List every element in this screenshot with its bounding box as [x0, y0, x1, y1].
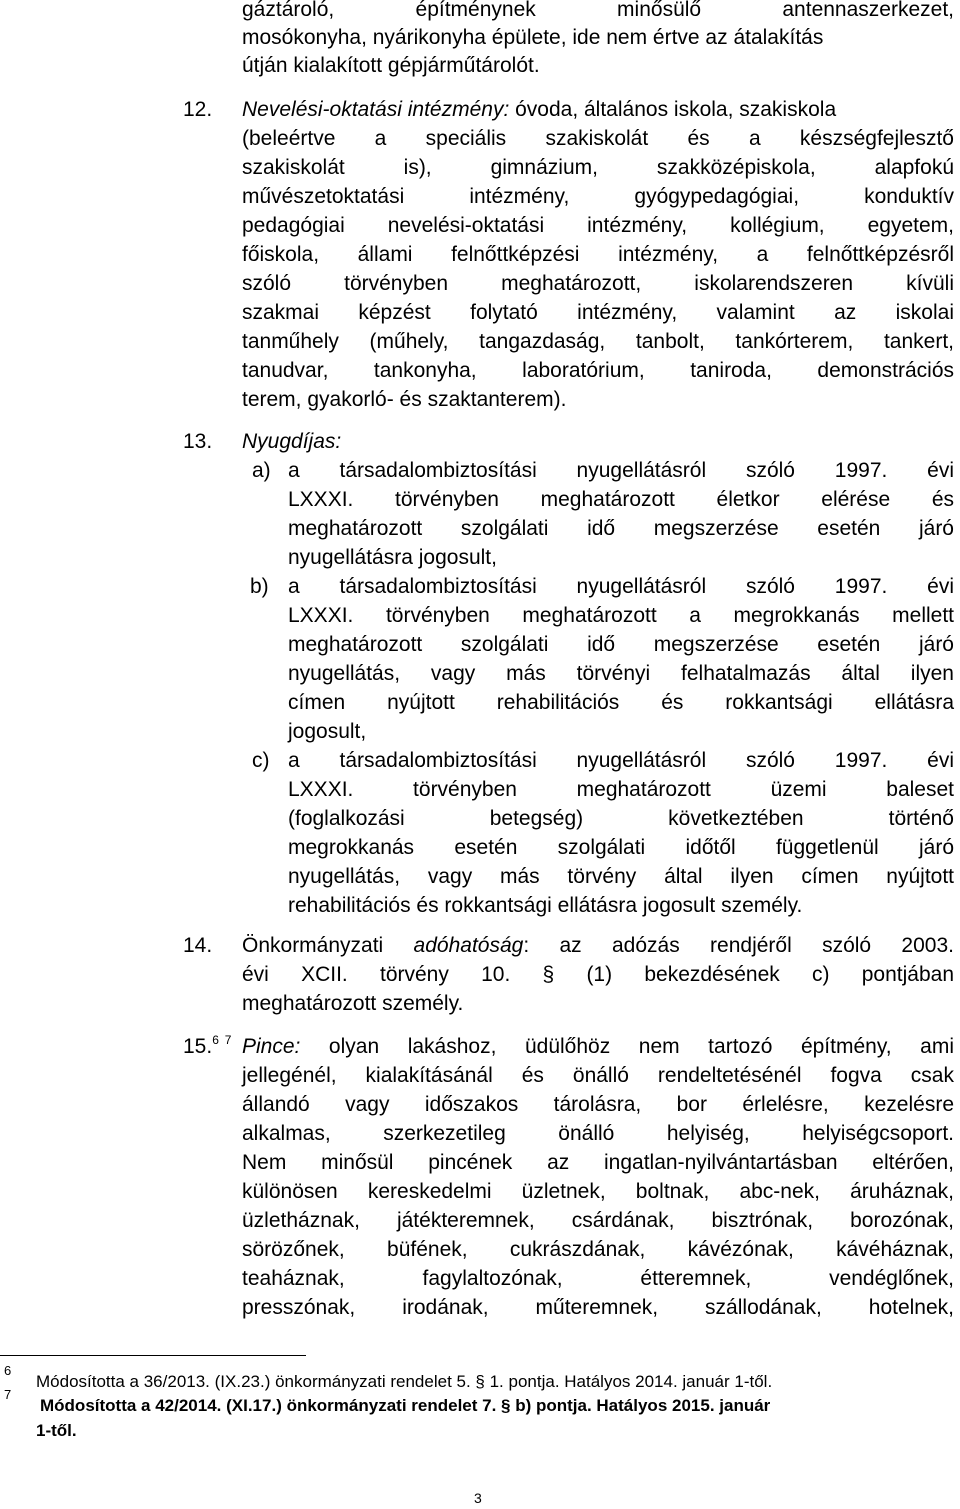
text-line: mosókonyha, nyárikonyha épülete, ide nem értve az átalakítás [242, 26, 824, 49]
footnote-mark: 7 [4, 1387, 12, 1402]
text-line: terem, gyakorló- és szaktanterem). [242, 388, 567, 411]
text-line: LXXXI. törvényben meghatározott üzemi baleset [288, 778, 954, 801]
text-line: LXXXI. törvényben meghatározott életkor elérése és [288, 488, 954, 511]
sub-item-label: b) [250, 575, 269, 598]
text-line: rehabilitációs és rokkantsági ellátásra jogosult személy. [288, 894, 803, 917]
text-line: (foglalkozási betegség) következtében történő [288, 807, 954, 830]
footnote-text: 1-től. [36, 1421, 77, 1440]
item15-first-line [242, 1033, 954, 1061]
text-line: Nem minősül pincének az ingatlan-nyilvántartásban eltérően, [242, 1151, 954, 1174]
text-line: a társadalombiztosítási nyugellátásról szóló 1997. évi [288, 459, 954, 482]
defined-term: Pince: [242, 1035, 301, 1058]
text-line: szakmai képzést folytató intézmény, valamint az iskolai [242, 301, 954, 324]
sub-item-label: c) [252, 749, 270, 772]
text-line: teaháznak, fagylaltozónak, étteremnek, vendéglőnek, [242, 1267, 954, 1290]
text-line: állandó vagy időszakos tárolásra, bor érlelésre, kezelésre [242, 1093, 954, 1116]
text-line: művészetoktatási intézmény, gyógypedagógiai, konduktív [242, 185, 954, 208]
text-run: Önkormányzati [242, 934, 414, 957]
footnote-mark: 6 [4, 1363, 12, 1378]
sub-item-label: a) [252, 459, 271, 482]
text-line: nyugellátás, vagy más törvényi felhatalmazás által ilyen [288, 662, 954, 685]
text-line: szakiskolát is), gimnázium, szakközépiskola, alapfokú [242, 156, 954, 179]
item14-first-line [242, 932, 954, 960]
text-line: különösen kereskedelmi üzletnek, boltnak, abc-nek, áruháznak, [242, 1180, 954, 1203]
defined-term-text: Nyugdíjas: [242, 430, 342, 453]
item-number: 13. [183, 430, 213, 453]
text-run: olyan lakáshoz, üdülőhöz nem tartozó építmény, ami [300, 1035, 954, 1058]
text-line: meghatározott szolgálati idő megszerzése esetén járó [288, 517, 954, 540]
defined-term [242, 428, 341, 456]
defined-term: adóhatóság [413, 934, 524, 957]
text-run: : az adózás rendjéről szóló 2003. [523, 934, 954, 957]
text-line: meghatározott szolgálati idő megszerzése esetén járó [288, 633, 954, 656]
text-line: főiskola, állami felnőttképzési intézmény, a felnőttképzésről [242, 243, 954, 266]
text-line: gáztároló, építménynek minősülő antennaszerkezet, [242, 0, 954, 21]
text-line: a társadalombiztosítási nyugellátásról szóló 1997. évi [288, 575, 954, 598]
text-line: üzletháznak, játékteremnek, csárdának, bisztrónak, borozónak, [242, 1209, 954, 1232]
text-line: jogosult, [288, 720, 367, 743]
text-line: jellegénél, kialakításánál és önálló rendeltetésénél fogva csak [242, 1064, 954, 1087]
text-line: szóló törvényben meghatározott, iskolarendszeren kívüli [242, 272, 954, 295]
text-line: a társadalombiztosítási nyugellátásról szóló 1997. évi [288, 749, 954, 772]
text-run: óvoda, általános iskola, szakiskola [509, 98, 837, 121]
item-number-text: 15. [183, 1035, 213, 1058]
text-line: nyugellátás, vagy más törvény által ilyen címen nyújtott [288, 865, 954, 888]
footnote-separator [0, 1355, 306, 1356]
item12-first-line [242, 96, 836, 124]
item-number [183, 1033, 231, 1061]
text-line: megrokkanás esetén szolgálati időtől függetlenül járó [288, 836, 954, 859]
text-line: tanműhely (műhely, tangazdaság, tanbolt, tankórterem, tankert, [242, 330, 954, 353]
text-line: presszónak, irodának, műteremnek, szállodának, hotelnek, [242, 1296, 954, 1319]
defined-term: Nevelési-oktatási intézmény: [242, 98, 510, 121]
footnote-ref[interactable]: 7 [224, 1033, 232, 1047]
text-line: alkalmas, szerkezetileg önálló helyiség, helyiségcsoport. [242, 1122, 954, 1145]
item-number: 12. [183, 98, 213, 121]
text-line: évi XCII. törvény 10. § (1) bekezdésének c) pontjában [242, 963, 954, 986]
page-number: 3 [474, 1490, 482, 1506]
text-line: útján kialakított gépjárműtárolót. [242, 54, 540, 77]
text-line: LXXXI. törvényben meghatározott a megrokkanás mellett [288, 604, 954, 627]
footnote-text: Módosította a 36/2013. (IX.23.) önkormányzati rendelet 5. § 1. pontja. Hatályos 2014. január 1-től. [36, 1372, 773, 1391]
text-line: (beleértve a speciális szakiskolát és a készségfejlesztő [242, 127, 954, 150]
footnote-ref[interactable]: 6 [212, 1033, 219, 1047]
text-line: pedagógiai nevelési-oktatási intézmény, kollégium, egyetem, [242, 214, 954, 237]
text-line: címen nyújtott rehabilitációs és rokkantsági ellátásra [288, 691, 954, 714]
text-line: nyugellátásra jogosult, [288, 546, 497, 569]
footnote-text: Módosította a 42/2014. (XI.17.) önkormányzati rendelet 7. § b) pontja. Hatályos 2015. január [40, 1396, 771, 1415]
text-line: tanudvar, tankonyha, laboratórium, taniroda, demonstrációs [242, 359, 954, 382]
text-line: meghatározott személy. [242, 992, 464, 1015]
item-number: 14. [183, 934, 213, 957]
text-line: sörözőnek, büfének, cukrászdának, kávézónak, kávéháznak, [242, 1238, 954, 1261]
